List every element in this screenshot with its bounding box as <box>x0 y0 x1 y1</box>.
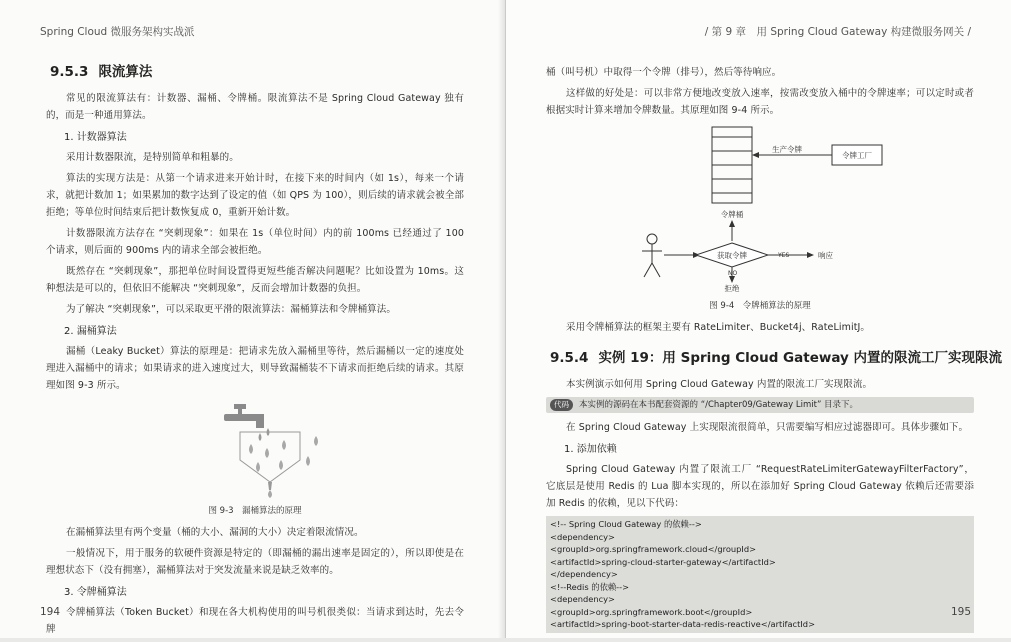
paragraph: 算法的实现方法是：从第一个请求进来开始计时，在接下来的时间内（如 1s），每来一个请求，就把计数加 1；如果累加的数字达到了设定的值（如 QPS 为 100），则后续的请求就会被全部拒绝；等单位时间结束后把计数恢复成 0，重新开始计数。 <box>46 173 464 218</box>
subheading-counter: 1. 计数器算法 <box>64 132 127 143</box>
right-content <box>546 64 1003 633</box>
paragraph: 采用令牌桶算法的框架主要有 RateLimiter、Bucket4j、RateLimitJ。 <box>566 322 871 333</box>
response-label: 响应 <box>818 251 833 260</box>
token-bucket-diagram <box>546 123 974 293</box>
figure-caption: 图 9-3 漏桶算法的原理 <box>208 506 302 516</box>
source-note-text: 本实例的源码在本书配套资源的 “/Chapter09/Gateway Limit” 目录下。 <box>579 400 859 410</box>
right-page <box>506 0 1011 638</box>
bucket-funnel-icon <box>240 432 300 490</box>
code-line: <groupId>org.springframework.cloud</groupId> <box>550 544 757 554</box>
arrow-head-icon <box>807 252 814 258</box>
paragraph: 漏桶（Leaky Bucket）算法的原理是：把请求先放入漏桶里等待，然后漏桶以一定的速度处理进入漏桶中的请求；如果请求的进入速度过大，则导致漏桶装不下请求而拒绝后续的请求。其原理如图 9-3 所示。 <box>46 346 464 391</box>
get-token-label: 获取令牌 <box>717 251 747 260</box>
paragraph: 本实例演示如何用 Spring Cloud Gateway 内置的限流工厂实现限流。 <box>566 379 873 390</box>
section-heading-954 <box>550 346 1003 366</box>
code-line: </dependency> <box>550 569 618 579</box>
paragraph: 既然存在 “突刺现象”，那把单位时间设置得更短些能否解决问题呢？比如设置为 10ms。这种想法是可以的，但依旧不能解决 “突刺现象”，反而会增加计数器的负担。 <box>46 266 464 294</box>
figure-9-3 <box>46 398 464 516</box>
arrow-head-icon <box>729 220 735 227</box>
section-number: 9.5.3 <box>50 64 89 80</box>
left-page <box>0 0 505 638</box>
code-badge-icon: 代码 <box>550 399 573 411</box>
left-content <box>46 60 464 642</box>
person-icon <box>642 234 662 277</box>
code-line: <dependency> <box>550 531 616 542</box>
paragraph: 为了解决 “突刺现象”，可以采取更平滑的限流算法：漏桶算法和令牌桶算法。 <box>66 304 396 315</box>
paragraph: 在 Spring Cloud Gateway 上实现限流很简单，只需要编写相应过滤器即可。具体步骤如下。 <box>566 422 969 433</box>
code-line: <!-- Spring Cloud Gateway 的依赖--> <box>550 519 702 529</box>
section-heading-953 <box>50 60 464 80</box>
source-note <box>546 397 974 413</box>
running-head-left: Spring Cloud 微服务架构实战派 <box>40 26 195 38</box>
water-drops-icon <box>249 436 318 498</box>
code-line: <!--Redis 的依赖--> <box>550 581 630 592</box>
paragraph: 计数器限流方法存在 “突刺现象”：如果在 1s（单位时间）内的前 100ms 已经通过了 100 个请求，则后面的 900ms 内的请求全部会被拒绝。 <box>46 228 464 256</box>
reject-label: 拒绝 <box>724 284 740 293</box>
token-bucket-icon <box>712 127 752 203</box>
yes-label: YES <box>778 252 790 259</box>
paragraph: 这样做的好处是：可以非常方便地改变放入速率，按需改变放入桶中的令牌速率；可以定时或者根据实时计算来增加令牌数量。其原理如图 9-4 所示。 <box>546 88 974 116</box>
paragraph: Spring Cloud Gateway 内置了限流工厂 “RequestRateLimiterGatewayFilterFactory”，它底层是使用 Redis 的 Lua 脚本实现的，所以在添加好 Spring Cloud Gateway 依赖后还需要添加 Redis 的依赖，见以下代码： <box>546 464 974 509</box>
token-factory-label: 令牌工厂 <box>842 151 872 160</box>
subheading-token: 3. 令牌桶算法 <box>64 587 127 598</box>
code-line: <groupId>org.springframework.boot</groupId> <box>550 606 753 617</box>
subheading-leaky: 2. 漏桶算法 <box>64 326 117 337</box>
paragraph: 常见的限流算法有：计数器、漏桶、令牌桶。限流算法不是 Spring Cloud Gateway 独有的，而是一种通用算法。 <box>46 93 464 121</box>
faucet-icon <box>224 404 264 428</box>
no-label: NO <box>728 270 738 277</box>
token-bucket-label: 令牌桶 <box>720 210 744 219</box>
running-head-right: / 第 9 章 用 Spring Cloud Gateway 构建微服务网关 / <box>704 26 971 38</box>
figure-9-4 <box>546 123 974 311</box>
section-number: 9.5.4 <box>550 350 589 366</box>
paragraph: 一般情况下，用于服务的软硬件资源是特定的（即漏桶的漏出速率是固定的），所以即使是在理想状态下（没有拥塞），漏桶算法对于突发流量来说是缺乏效率的。 <box>46 548 464 576</box>
code-line: <artifactId>spring-cloud-starter-gateway</artifactId> <box>550 556 776 567</box>
figure-caption: 图 9-4 令牌桶算法的原理 <box>709 301 811 311</box>
arrow-head-icon <box>729 276 735 283</box>
arrow-head-icon <box>752 152 759 158</box>
paragraph: 在漏桶算法里有两个变量（桶的大小、漏洞的大小）决定着限流情况。 <box>66 527 364 538</box>
section-title: 限流算法 <box>98 64 153 80</box>
falling-drops-icon <box>259 428 270 441</box>
page-number-left: 194 <box>40 606 61 618</box>
leaky-bucket-diagram <box>46 398 464 498</box>
code-line: <dependency> <box>550 594 616 604</box>
paragraph: 桶（叫号机）中取得一个令牌（排号），然后等待响应。 <box>546 67 782 78</box>
paragraph: 采用计数器限流，是特别简单和粗暴的。 <box>66 152 239 163</box>
code-block <box>546 516 974 633</box>
subheading-dependency: 1. 添加依赖 <box>564 444 617 455</box>
paragraph: 令牌桶算法（Token Bucket）和现在各大机构使用的叫号机很类似：当请求到达时，先去令牌 <box>46 607 464 635</box>
page-number-right: 195 <box>950 606 971 618</box>
code-line: <artifactId>spring-boot-starter-data-redis-reactive</artifactId> <box>550 619 816 629</box>
produce-token-label: 生产令牌 <box>772 145 802 154</box>
section-title: 实例 19：用 Spring Cloud Gateway 内置的限流工厂实现限流 <box>598 350 1003 366</box>
